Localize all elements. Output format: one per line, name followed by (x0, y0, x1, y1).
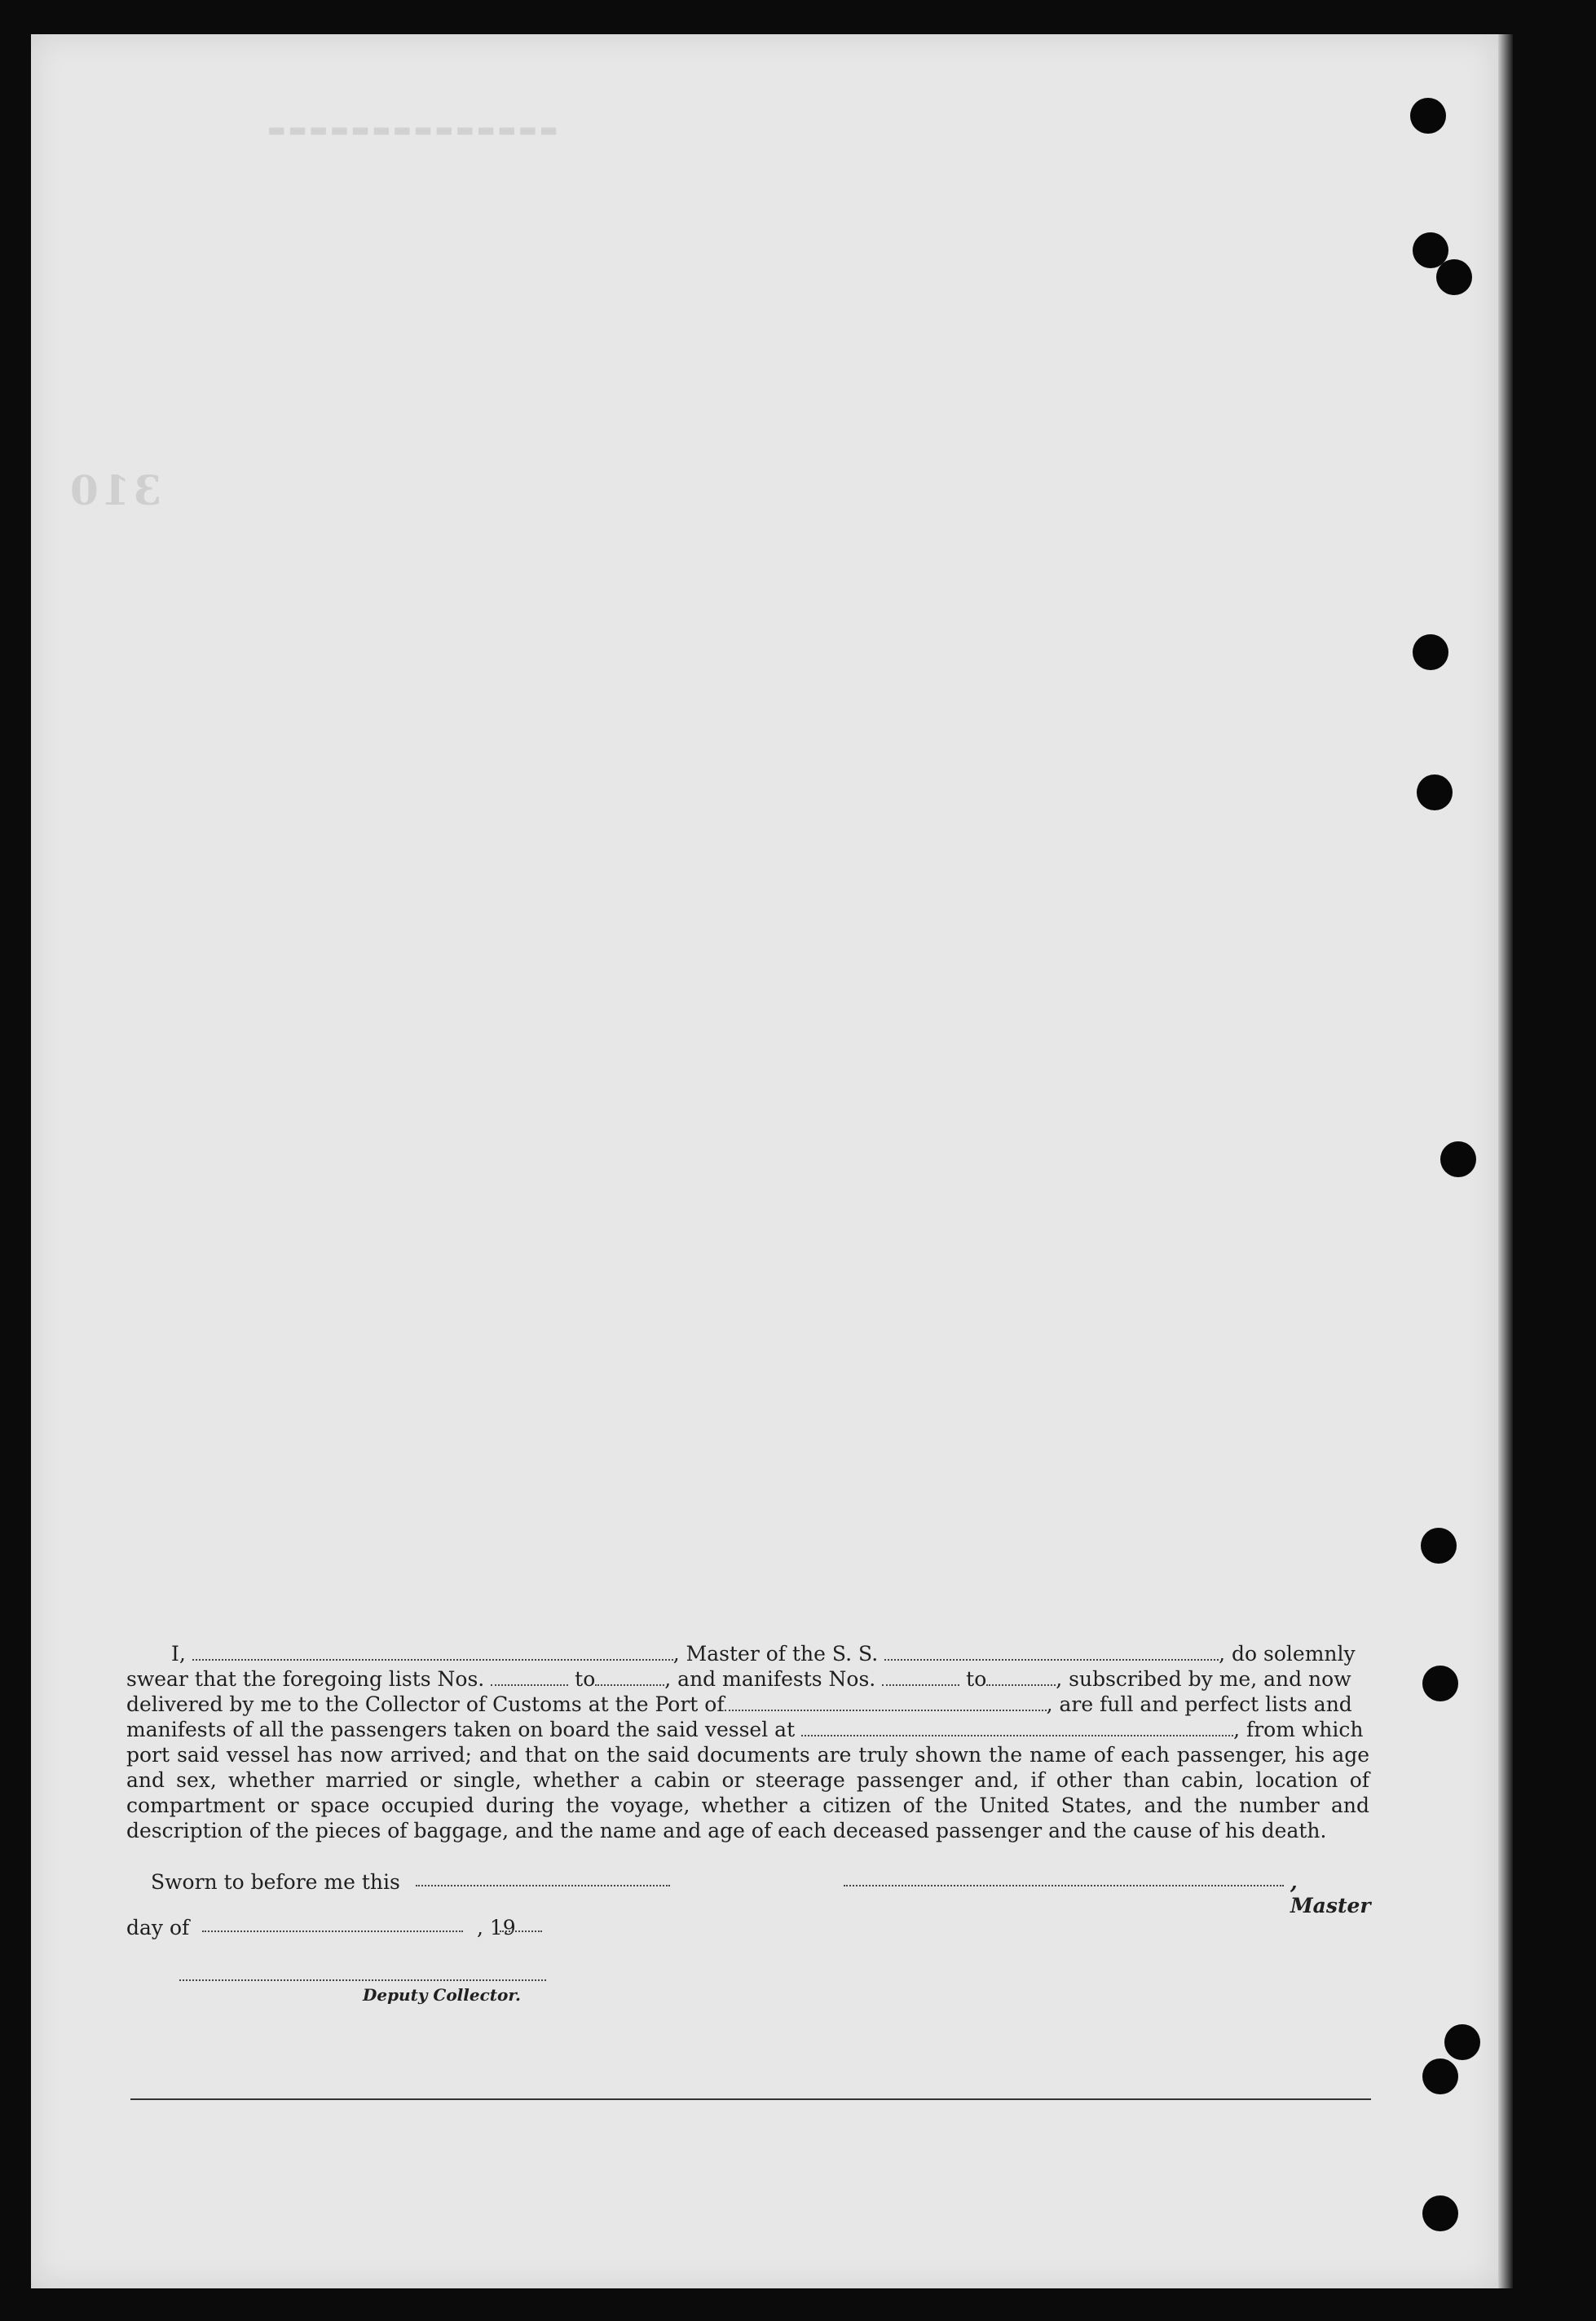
binder-hole (1413, 634, 1448, 670)
master-label: , Master (1290, 1870, 1371, 1917)
departure-port-blank[interactable] (801, 1720, 1233, 1736)
binder-hole (1440, 1141, 1476, 1177)
deputy-signature-blank[interactable] (179, 1979, 546, 1981)
oath-body: port said vessel has now arrived; and that on the said documents are truly shown the name of each passenger, his age and sex, whether married or single, whether a cabin or steerage passenger and, if other than cabin, location of compartment or space occupied during the voyage, whether a citizen of the United States, and the number and description of the pieces of baggage, and the name and age of each deceased passenger and the cause of his death. (126, 1743, 1369, 1842)
oath-from-which: , from which (1233, 1718, 1364, 1741)
bleed-through-number: 310 (67, 466, 162, 514)
binder-hole (1422, 2058, 1458, 2094)
list-from-blank[interactable] (491, 1670, 568, 1686)
bleed-through-header: ▬▬▬▬▬▬▬▬▬▬▬▬▬▬ (265, 118, 558, 141)
document-page (31, 34, 1498, 2288)
master-signature-blank[interactable] (844, 1885, 1284, 1886)
day-of-label: day of (126, 1916, 190, 1939)
year-blank[interactable] (500, 1930, 542, 1932)
binder-hole (1421, 1528, 1457, 1564)
oath-full-perfect: , are full and perfect lists and (1046, 1692, 1352, 1716)
oath-manifests-all: manifests of all the passengers taken on board the said vessel at (126, 1718, 796, 1741)
sworn-date-blank[interactable] (416, 1885, 670, 1886)
master-name-blank[interactable] (192, 1644, 673, 1661)
oath-i: I, (171, 1642, 186, 1666)
month-blank[interactable] (202, 1930, 463, 1932)
oath-and-manifests: , and manifests Nos. (664, 1667, 876, 1691)
oath-delivered: delivered by me to the Collector of Customs at the Port of (126, 1692, 725, 1716)
year-prefix-label: , 19 (477, 1916, 516, 1939)
oath-to-2: to (966, 1667, 987, 1691)
binder-hole (1422, 1666, 1458, 1701)
binder-hole (1436, 259, 1472, 295)
oath-swear-lists: swear that the foregoing lists Nos. (126, 1667, 485, 1691)
binder-hole (1417, 774, 1453, 810)
page-edge (1498, 34, 1513, 2288)
oath-subscribed: , subscribed by me, and now (1056, 1667, 1351, 1691)
oath-to-1: to (575, 1667, 596, 1691)
list-to-blank[interactable] (595, 1670, 664, 1686)
oath-master-of-ss: , Master of the S. S. (672, 1642, 879, 1666)
bottom-rule (130, 2098, 1371, 2100)
oath-paragraph (126, 1641, 1369, 1843)
binder-hole (1422, 2195, 1458, 2231)
oath-do-solemnly: , do solemnly (1219, 1642, 1356, 1666)
sworn-row (126, 1870, 1371, 1917)
ship-name-blank[interactable] (884, 1644, 1219, 1661)
port-blank[interactable] (725, 1695, 1047, 1711)
manifest-from-blank[interactable] (882, 1670, 959, 1686)
binder-hole (1410, 98, 1446, 134)
day-row (126, 1916, 615, 1945)
binder-hole (1444, 2024, 1480, 2060)
manifest-to-blank[interactable] (986, 1670, 1056, 1686)
deputy-collector-label: Deputy Collector. (363, 1985, 522, 2005)
sworn-label: Sworn to before me this (151, 1870, 400, 1894)
